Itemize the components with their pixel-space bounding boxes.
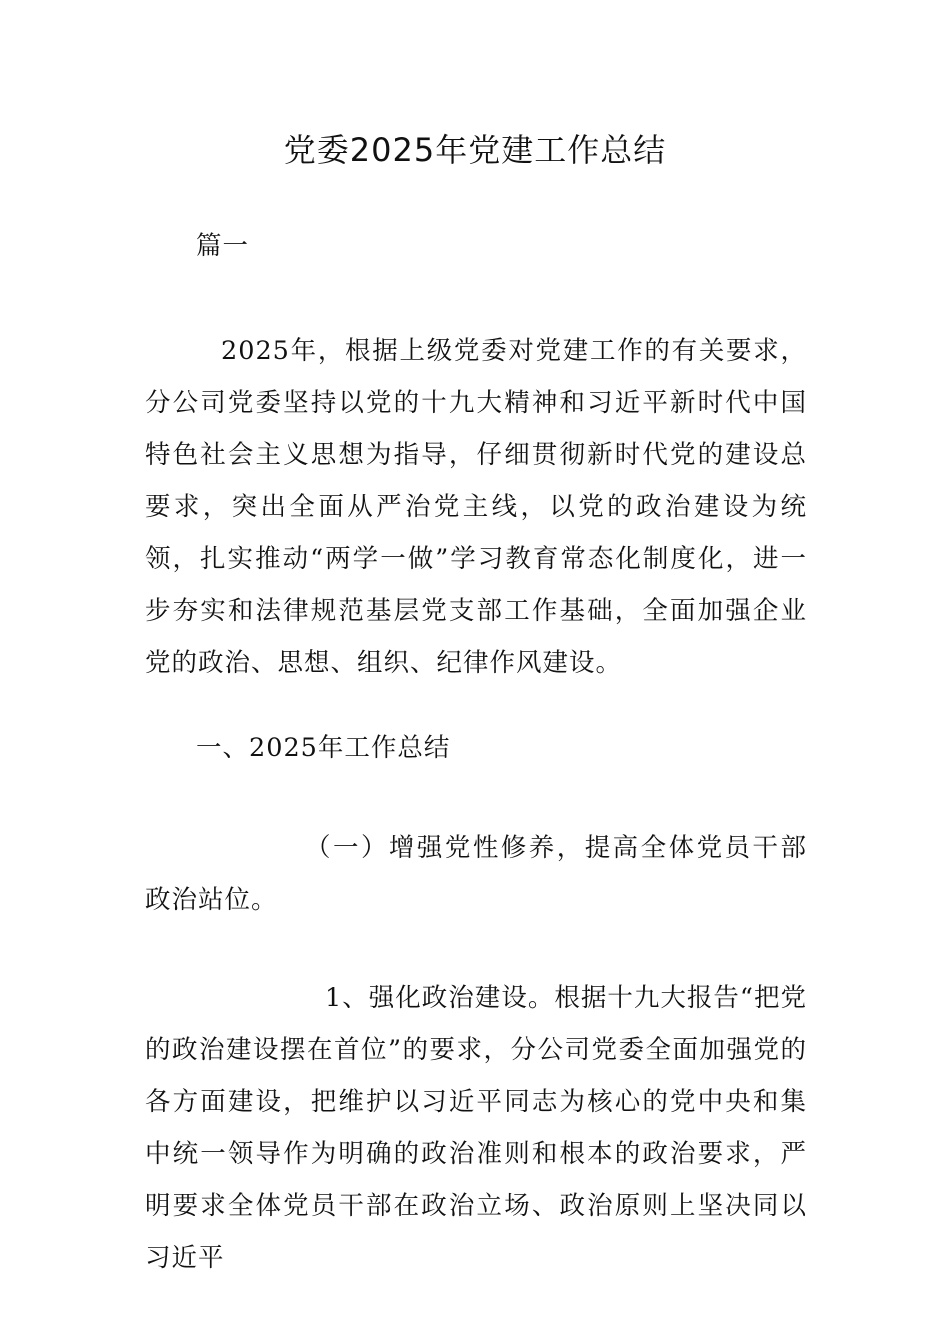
subsection-heading: （一）增强党性修养，提高全体党员干部政治站位。 (145, 833, 807, 915)
intro-paragraph: 2025年，根据上级党委对党建工作的有关要求，分公司党委坚持以党的十九大精神和习近平新时代中国特色社会主义思想为指导，仔细贯彻新时代党的建设总要求，突出全面从严治党主线，以党的政治建设为统领，扎实推动“两学一做”学习教育常态化制度化，进一步夯实和法律规范基层党支部工作基础，全面加强企业党的政治、思想、组织、纪律作风建设。 (145, 336, 807, 678)
body-paragraph: 1、强化政治建设。根据十九大报告“把党的政治建设摆在首位”的要求，分公司党委全面加强党的各方面建设，把维护以习近平同志为核心的党中央和集中统一领导作为明确的政治准则和根本的政治要求，严明要求全体党员干部在政治立场、政治原则上坚决同以习近平 (145, 983, 807, 1273)
section-heading: 一、2025年工作总结 (196, 733, 451, 763)
document-title: 党委2025年党建工作总结 (283, 131, 667, 169)
section-label: 篇一 (196, 231, 250, 261)
